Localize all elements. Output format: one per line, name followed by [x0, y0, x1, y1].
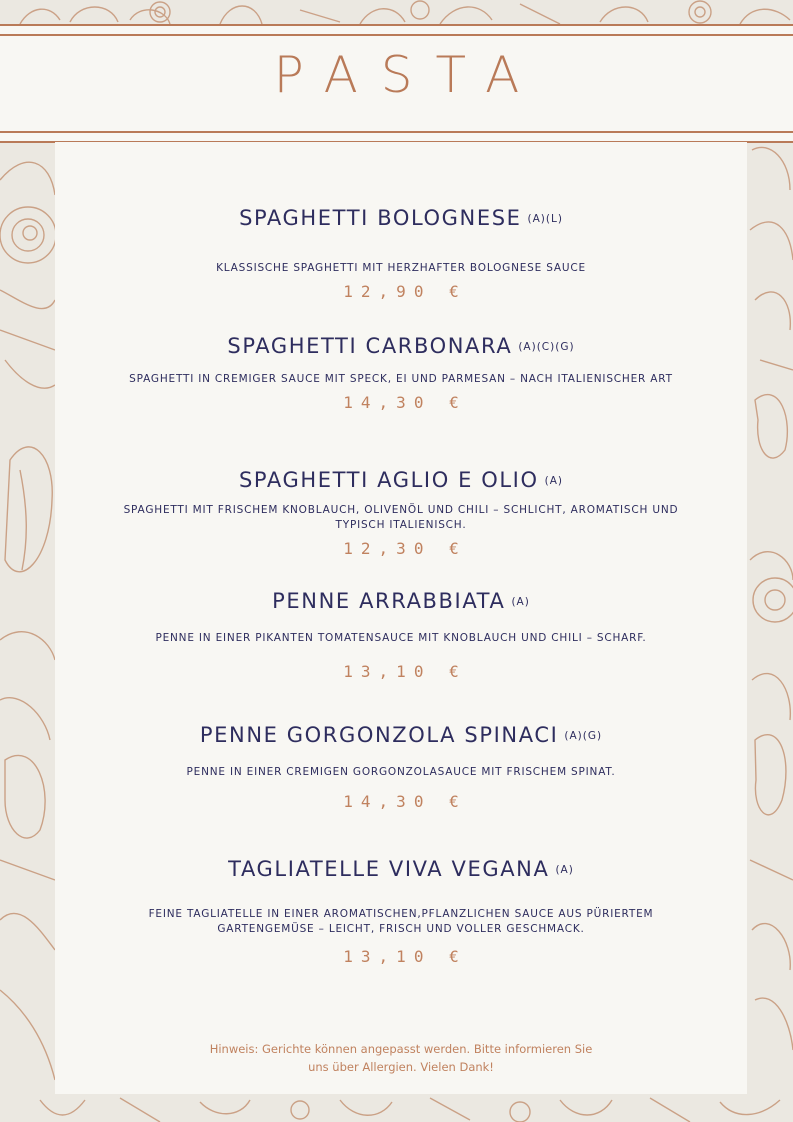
- dish-description: KLASSISCHE SPAGHETTI MIT HERZHAFTER BOLOGNESE SAUCE: [216, 262, 586, 274]
- allergy-note-line-1: Hinweis: Gerichte können angepasst werden. Bitte informieren Sie: [209, 1042, 593, 1056]
- allergen-codes: (A): [511, 596, 530, 608]
- dish-name: PENNE ARRABBIATA (A): [272, 589, 530, 613]
- dish-description: PENNE IN EINER PIKANTEN TOMATENSAUCE MIT KNOBLAUCH UND CHILI – SCHARF.: [155, 632, 647, 644]
- allergy-note-line-2: uns über Allergien. Vielen Dank!: [308, 1060, 494, 1074]
- allergen-codes: (A): [544, 475, 563, 487]
- dish-price: 13,10 €: [343, 947, 467, 966]
- allergen-codes: (A)(C)(G): [518, 341, 575, 353]
- menu-item: [55, 205, 747, 302]
- allergen-codes: (A): [555, 864, 574, 876]
- dish-price: 14,30 €: [343, 393, 467, 412]
- dish-name: TAGLIATELLE VIVA VEGANA (A): [228, 857, 574, 881]
- dish-description: FEINE TAGLIATELLE IN EINER AROMATISCHEN,PFLANZLICHEN SAUCE AUS PÜRIERTEM GARTENGEMÜSE – LEICHT, FRISCH UND VOLLER GESCHMACK.: [148, 908, 654, 935]
- dish-price: 13,10 €: [343, 662, 467, 681]
- allergen-codes: (A)(L): [527, 213, 563, 225]
- menu-item: [55, 856, 747, 967]
- menu-item: [55, 588, 747, 682]
- dish-description: SPAGHETTI MIT FRISCHEM KNOBLAUCH, OLIVENÖL UND CHILI – SCHLICHT, AROMATISCH UND TYPISCH ITALIENISCH.: [123, 504, 679, 531]
- header-top-rule: [0, 24, 793, 26]
- dish-description: SPAGHETTI IN CREMIGER SAUCE MIT SPECK, EI UND PARMESAN – NACH ITALIENISCHER ART: [129, 373, 673, 385]
- menu-item: [55, 722, 747, 812]
- dish-price: 12,30 €: [343, 539, 467, 558]
- dish-price: 12,90 €: [343, 282, 467, 301]
- page-title: PASTA: [273, 46, 543, 104]
- dish-name: SPAGHETTI AGLIO E OLIO (A): [239, 468, 563, 492]
- dish-price: 14,30 €: [343, 792, 467, 811]
- dish-name: PENNE GORGONZOLA SPINACI (A)(G): [199, 723, 603, 747]
- menu-item: [55, 333, 747, 413]
- menu-item: [55, 467, 747, 559]
- menu-panel: [55, 142, 747, 1094]
- allergy-note: [55, 1040, 747, 1076]
- dish-name: SPAGHETTI BOLOGNESE (A)(L): [239, 206, 563, 230]
- header-top-rule-inner: [0, 34, 793, 36]
- header-bottom-rule-inner: [0, 131, 793, 133]
- dish-description: PENNE IN EINER CREMIGEN GORGONZOLASAUCE MIT FRISCHEM SPINAT.: [186, 766, 616, 778]
- dish-name: SPAGHETTI CARBONARA (A)(C)(G): [227, 334, 575, 358]
- allergen-codes: (A)(G): [564, 730, 603, 742]
